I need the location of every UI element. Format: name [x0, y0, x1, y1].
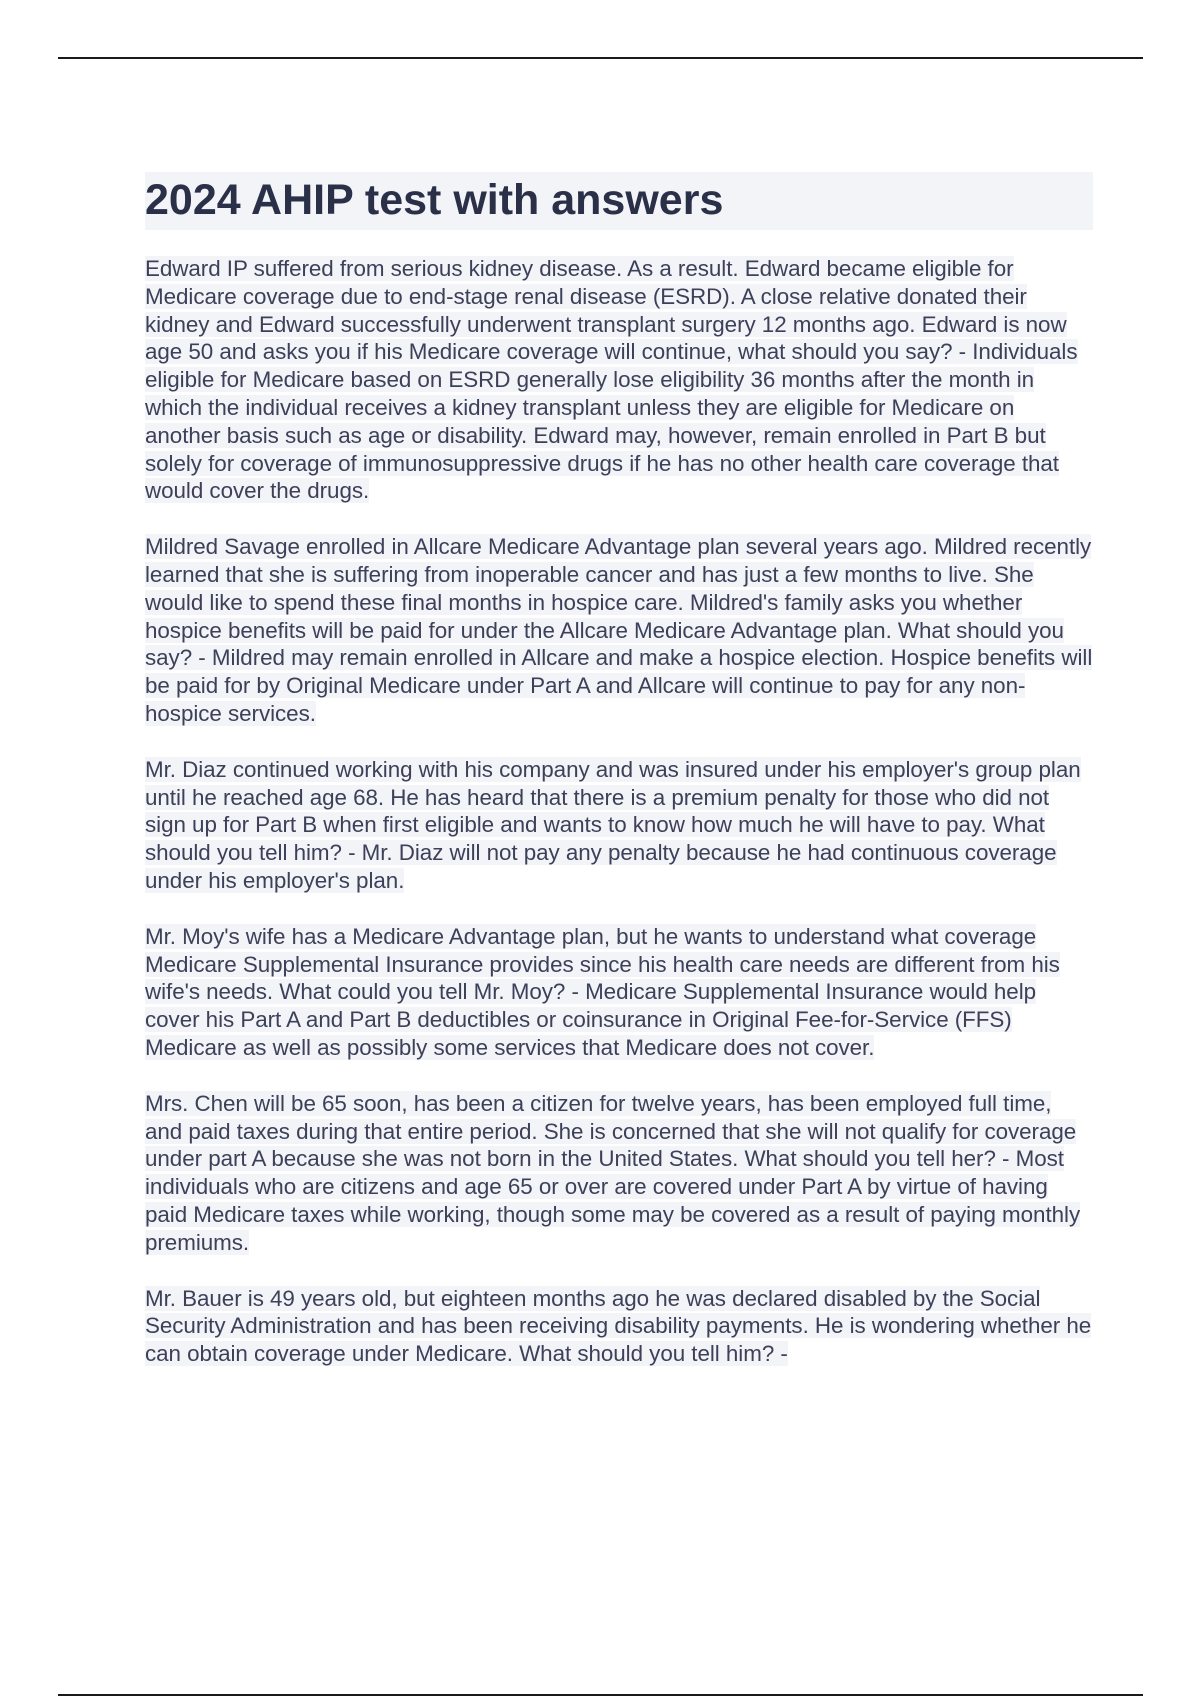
qa-item-bauer: [145, 1285, 1093, 1368]
qa-item-chen: [145, 1090, 1093, 1257]
qa-item-moy: [145, 923, 1093, 1062]
qa-item-mildred: [145, 533, 1093, 728]
qa-item-text: Mr. Diaz continued working with his company and was insured under his employer's group plan until he reached age 68. He has heard that there is a premium penalty for those who did not sign up for Part B when first eligible and wants to know how much he will have to pay. What should you tell him? - Mr. Diaz will not pay any penalty because he had continuous coverage under his employer's plan.: [145, 756, 1081, 893]
qa-item-edward: [145, 255, 1093, 505]
qa-item-text: Edward IP suffered from serious kidney disease. As a result. Edward became eligible for Medicare coverage due to end-stage renal disease (ESRD). A close relative donated their kidney and Edward successfully underwent transplant surgery 12 months ago. Edward is now age 50 and asks you if his Medicare coverage will continue, what should you say? - Individuals eligible for Medicare based on ESRD generally lose eligibility 36 months after the month in which the individual receives a kidney transplant unless they are eligible for Medicare on another basis such as age or disability. Edward may, however, remain enrolled in Part B but solely for coverage of immunosuppressive drugs if he has no other health care coverage that would cover the drugs.: [145, 256, 1078, 504]
title-band: [145, 172, 1093, 230]
document-body: [145, 172, 1093, 1396]
qa-item-text: Mr. Bauer is 49 years old, but eighteen months ago he was declared disabled by the Social Security Administration and has been receiving disability payments. He is wondering whether he can obtain coverage under Medicare. What should you tell him? -: [145, 1285, 1092, 1367]
qa-item-text: Mildred Savage enrolled in Allcare Medicare Advantage plan several years ago. Mildred recently learned that she is suffering from inoperable cancer and has just a few months to live. She would like to spend these final months in hospice care. Mildred's family asks you whether hospice benefits will be paid for under the Allcare Medicare Advantage plan. What should you say? - Mildred may remain enrolled in Allcare and make a hospice election. Hospice benefits will be paid for by Original Medicare under Part A and Allcare will continue to pay for any non-hospice services.: [145, 534, 1093, 726]
qa-item-text: Mr. Moy's wife has a Medicare Advantage plan, but he wants to understand what coverage Medicare Supplemental Insurance provides since his health care needs are different from his wife's needs. What could you tell Mr. Moy? - Medicare Supplemental Insurance would help cover his Part A and Part B deductibles or coinsurance in Original Fee-for-Service (FFS) Medicare as well as possibly some services that Medicare does not cover.: [145, 923, 1060, 1060]
qa-item-diaz: [145, 756, 1093, 895]
document-title: 2024 AHIP test with answers: [145, 176, 724, 224]
qa-item-text: Mrs. Chen will be 65 soon, has been a citizen for twelve years, has been employed full time, and paid taxes during that entire period. She is concerned that she will not qualify for coverage under part A because she was not born in the United States. What should you tell her? - Most individuals who are citizens and age 65 or over are covered under Part A by virtue of having paid Medicare taxes while working, though some may be covered as a result of paying monthly premiums.: [145, 1090, 1081, 1255]
bottom-rule: [58, 1694, 1143, 1696]
top-rule: [58, 57, 1143, 59]
